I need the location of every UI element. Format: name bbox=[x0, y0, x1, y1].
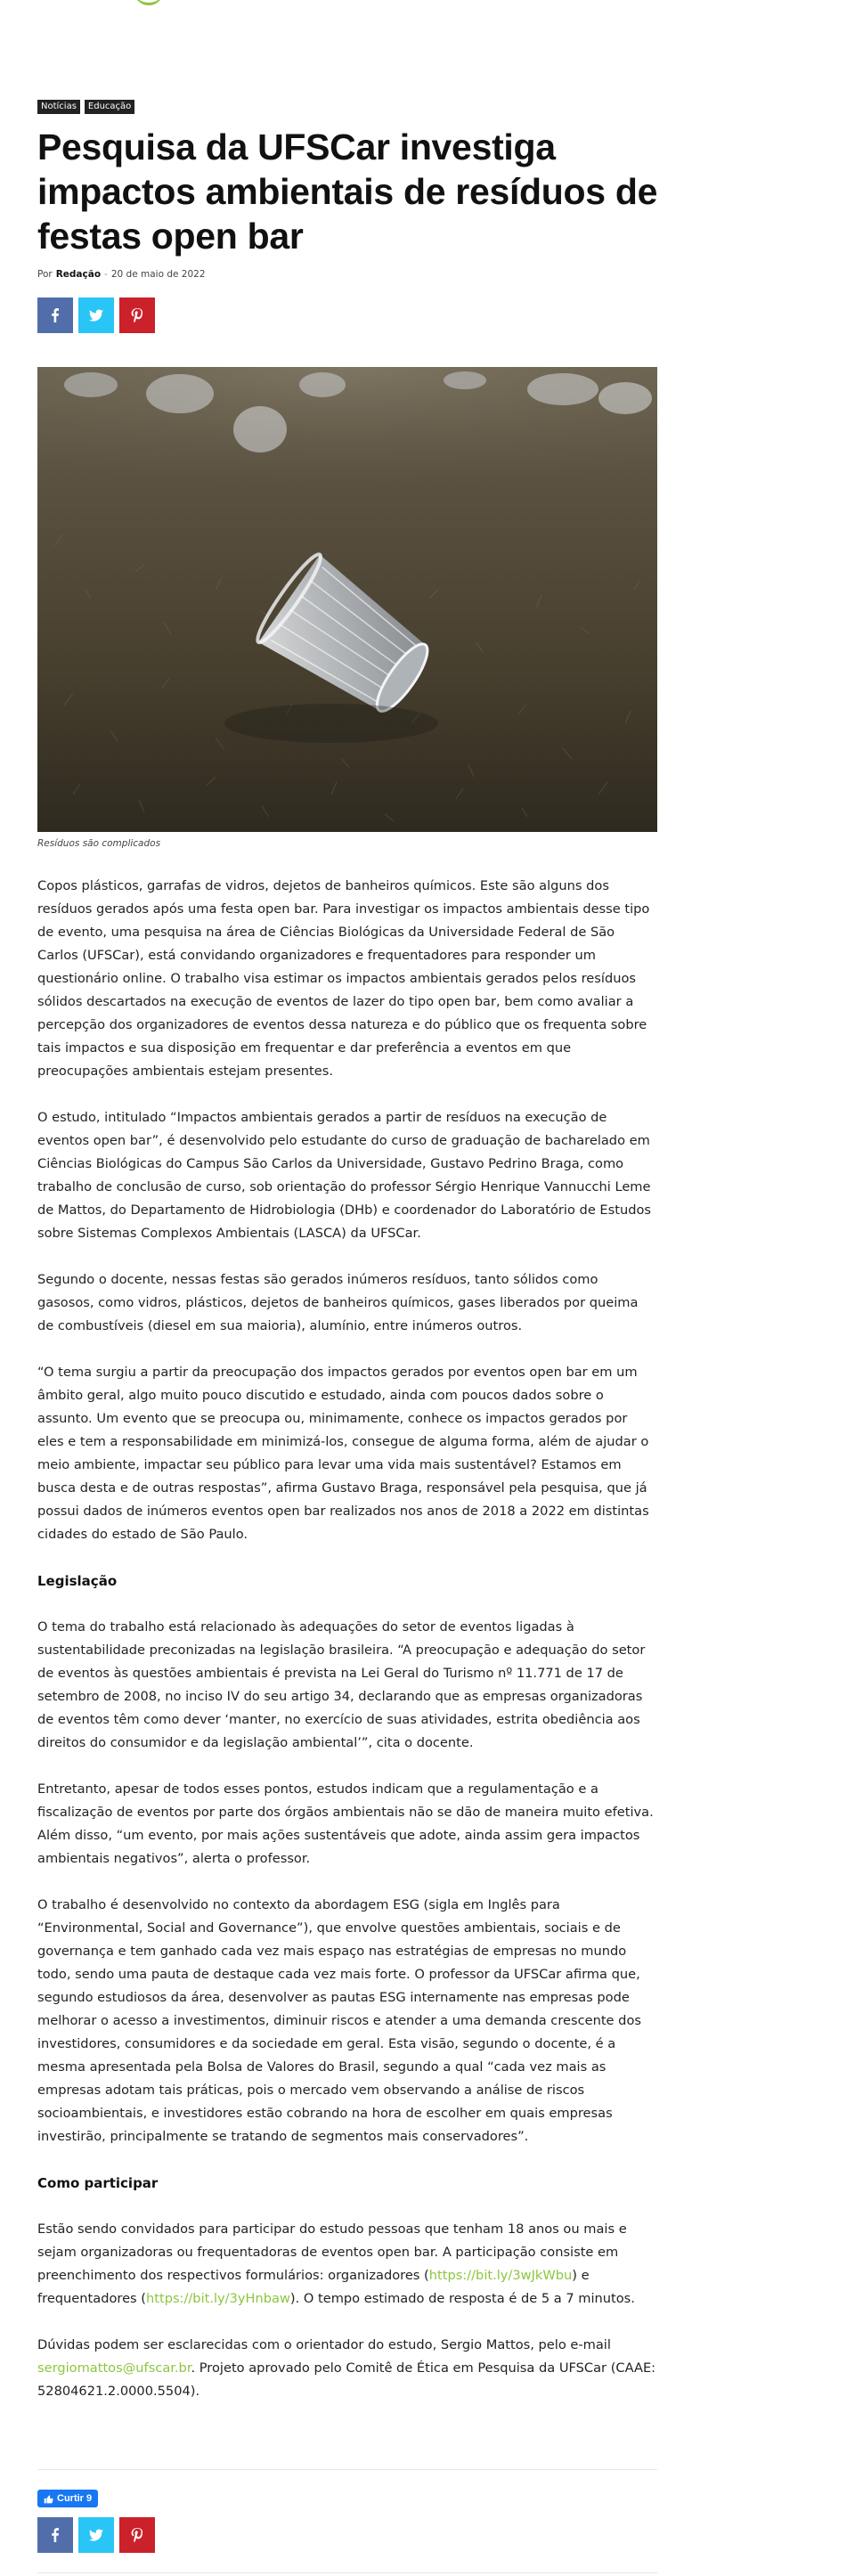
paragraph-6: Entretanto, apesar de todos esses pontos, estudos indicam que a regulamentação e a fiscalização de eventos por parte dos órgãos ambientais não se dão de maneira muito efetiva. Além disso, “um evento, por mais ações sustentáveis que adote, ainda assim gera impactos ambientais negativos”, alerta o professor. bbox=[37, 1781, 654, 1866]
share-twitter-button-bottom[interactable] bbox=[78, 2517, 114, 2553]
share-facebook-button[interactable] bbox=[37, 298, 73, 333]
share-pinterest-button-bottom[interactable] bbox=[119, 2517, 155, 2553]
facebook-icon bbox=[48, 2528, 62, 2542]
attendees-form-link[interactable]: https://bit.ly/3yHnbaw bbox=[146, 2291, 290, 2306]
photo-caption: Resíduos são complicados bbox=[37, 838, 161, 849]
heading-legislacao: Legislação bbox=[37, 1573, 118, 1589]
pinterest-icon bbox=[130, 308, 144, 322]
thumbs-up-icon bbox=[44, 2494, 53, 2504]
pinterest-icon bbox=[130, 2528, 144, 2542]
paragraph-3: Segundo o docente, nessas festas são gerados inúmeros resíduos, tanto sólidos como gasosos, como vidros, plásticos, dejetos de banheiros químicos, gases liberados por queima de combustíveis (diesel em sua maioria), alumínio, entre inúmeros outros. bbox=[37, 1272, 639, 1333]
contact-email-link[interactable]: sergiomattos@ufscar.br bbox=[37, 2360, 191, 2376]
divider bbox=[37, 2469, 657, 2470]
twitter-icon bbox=[89, 308, 103, 322]
category-tag-noticias[interactable]: Notícias bbox=[37, 100, 80, 114]
paragraph-8 bbox=[37, 2218, 657, 2311]
paragraph-7: O trabalho é desenvolvido no contexto da abordagem ESG (sigla em Inglês para “Environmental, Social and Governance”), que envolve questões ambientais, sociais e de governança e tem ganhado cada vez mais espaço nas estratégias de empresas no mundo todo, sendo uma pauta de destaque cada vez mais forte. O professor da UFSCar afirma que, segundo estudiosos da área, desenvolver as pautas ESG internamente nas empresas pode melhorar o acesso a investimentos, diminuir riscos e atender a uma demanda crescente dos investidores, consumidores e da sociedade em geral. Esta visão, segundo o docente, é a mesma apresentada pela Bolsa de Valores do Brasil, segundo a qual “cada vez mais as empresas adotam tais práticas, pois o mercado vem observando a análise de riscos socioambientais, e investidores estão cobrando na hora de escolher em quais empresas investirão, principalmente se tratando de segmentos mais conservadores”. bbox=[37, 1897, 641, 2144]
paragraph-4: “O tema surgiu a partir da preocupação dos impactos gerados por eventos open bar em um âmbito geral, algo muito pouco discutido e estudado, ainda com poucos dados sobre o assunto. Um evento que se preocupa ou, minimamente, conhece os impactos gerados por eles e tem a responsabilidade em minimizá-los, consegue de alguma forma, além de ajudar o meio ambiente, impactar seu público para levar uma vida mais sustentável? Estamos em busca desta e de outras respostas”, afirma Gustavo Braga, responsável pela pesquisa, que já possui dados de inúmeros eventos open bar realizados nos anos de 2018 a 2022 em distintas cidades do estado de São Paulo. bbox=[37, 1365, 649, 1542]
category-tag-educacao[interactable]: Educação bbox=[85, 100, 134, 114]
paragraph-1: Copos plásticos, garrafas de vidros, dejetos de banheiros químicos. Este são alguns dos resíduos gerados após uma festa open bar. Para investigar os impactos ambientais desse tipo de evento, uma pesquisa na área de Ciências Biológicas da Universidade Federal de São Carlos (UFSCar), está convidando organizadores e frequentadores para responder um questionário online. O trabalho visa estimar os impactos ambientais gerados pelos resíduos sólidos descartados na execução de eventos de lazer do tipo open bar, bem como avaliar a percepção dos organizadores de eventos dessa natureza e do público que os frequenta sobre tais impactos e sua disposição em frequentar e dar preferência a eventos em que preocupações ambientais estejam presentes. bbox=[37, 878, 650, 1079]
plastic-cup-on-grass-image bbox=[37, 367, 657, 832]
article-body bbox=[37, 875, 657, 2426]
article-meta bbox=[37, 269, 206, 280]
paragraph-5: O tema do trabalho está relacionado às adequações do setor de eventos ligadas à sustentabilidade preconizadas na legislação brasileira. “A preocupação e adequação do setor de eventos às questões ambientais é prevista na Lei Geral do Turismo nº 11.771 de 17 de setembro de 2008, no inciso IV do seu artigo 34, declarando que as empresas organizadoras de eventos têm como dever ‘manter, no exercício de suas atividades, estrita obediência aos direitos do consumidor e da legislação ambiental’”, cita o docente. bbox=[37, 1619, 646, 1750]
share-buttons-bottom bbox=[37, 2517, 155, 2553]
facebook-icon bbox=[48, 308, 62, 322]
paragraph-8-text-b: ) e frequentadores ( bbox=[37, 2268, 590, 2306]
paragraph-9-text-b: . Projeto aprovado pelo Comitê de Ética em Pesquisa da UFSCar (CAAE: 52804621.2.0000.5504). bbox=[37, 2360, 656, 2399]
author-link[interactable]: Redação bbox=[55, 269, 102, 280]
site-logo-fragment[interactable] bbox=[134, 0, 164, 5]
publish-date: 20 de maio de 2022 bbox=[110, 269, 206, 280]
meta-separator: - bbox=[104, 269, 108, 280]
share-facebook-button-bottom[interactable] bbox=[37, 2517, 73, 2553]
paragraph-9-text-a: Dúvidas podem ser esclarecidas com o orientador do estudo, Sergio Mattos, pelo e-mail bbox=[37, 2337, 611, 2352]
share-pinterest-button[interactable] bbox=[119, 298, 155, 333]
paragraph-8-text-c: ). O tempo estimado de resposta é de 5 a 7 minutos. bbox=[289, 2291, 635, 2306]
meta-by: Por bbox=[37, 269, 53, 280]
facebook-like-button[interactable] bbox=[37, 2490, 98, 2507]
heading-como-participar: Como participar bbox=[37, 2175, 159, 2191]
twitter-icon bbox=[89, 2528, 103, 2542]
paragraph-9 bbox=[37, 2334, 657, 2403]
like-label: Curtir 9 bbox=[57, 2493, 93, 2504]
organizers-form-link[interactable]: https://bit.ly/3wJkWbu bbox=[428, 2268, 573, 2283]
category-tags bbox=[37, 100, 134, 114]
article-photo[interactable] bbox=[37, 367, 657, 832]
divider-bottom bbox=[37, 2572, 657, 2573]
share-twitter-button[interactable] bbox=[78, 298, 114, 333]
share-buttons-top bbox=[37, 298, 155, 333]
article-title: Pesquisa da UFSCar investiga impactos ambientais de resíduos de festas open bar bbox=[37, 126, 658, 257]
paragraph-2: O estudo, intitulado “Impactos ambientais gerados a partir de resíduos na execução de eventos open bar”, é desenvolvido pelo estudante do curso de graduação de bacharelado em Ciências Biológicas do Campus São Carlos da Universidade, Gustavo Pedrino Braga, como trabalho de conclusão de curso, sob orientação do professor Sérgio Henrique Vannucchi Leme de Mattos, do Departamento de Hidrobiologia (DHb) e coordenador do Laboratório de Estudos sobre Sistemas Complexos Ambientais (LASCA) da UFSCar. bbox=[37, 1110, 652, 1241]
paragraph-8-text-a: Estão sendo convidados para participar do estudo pessoas que tenham 18 anos ou mais e sejam organizadoras ou frequentadoras de eventos open bar. A participação consiste em preenchimento dos respectivos formulários: organizadores ( bbox=[37, 2221, 627, 2283]
